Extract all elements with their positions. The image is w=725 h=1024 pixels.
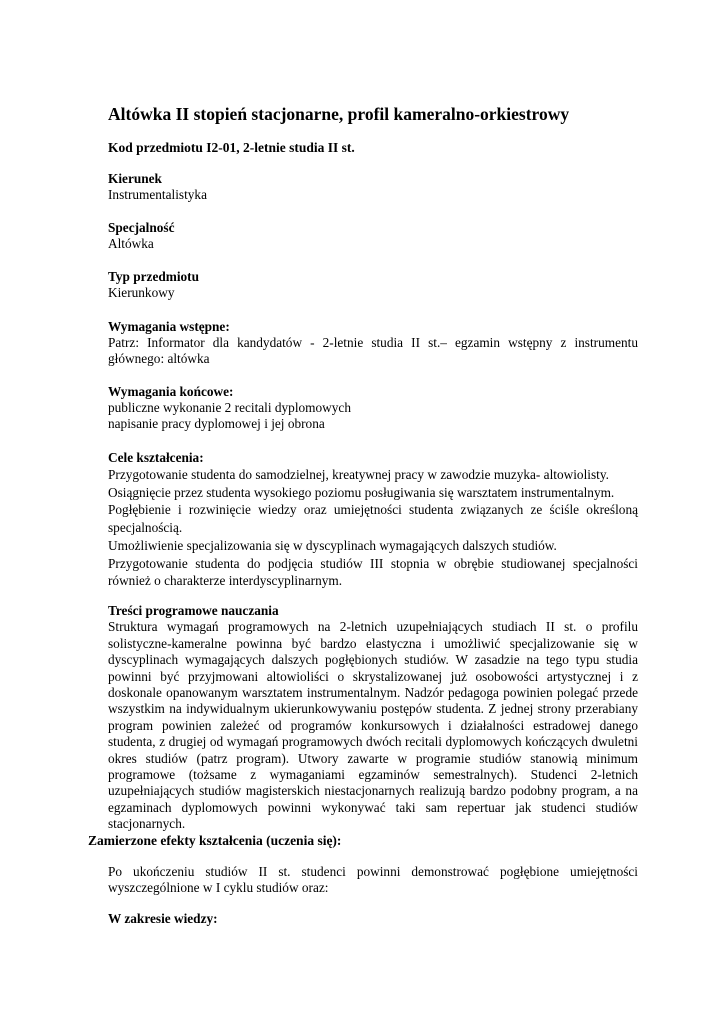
typ-value: Kierunkowy bbox=[108, 285, 175, 300]
cele-item: Przygotowanie studenta do podjęcia studiów III stopnia w obrębie studiowanej specjalności również o charakterze interdyscyplinarnym. bbox=[108, 555, 638, 589]
cele-item: Przygotowanie studenta do samodzielnej, kreatywnej pracy w zawodzie muzyka- altowiolisty. bbox=[108, 467, 609, 482]
section-kierunek bbox=[108, 171, 638, 203]
section-wymagania-koncowe bbox=[108, 384, 638, 432]
cele-item: Umożliwienie specjalizowania się w dyscyplinach wymagających dalszych studiów. bbox=[108, 537, 557, 553]
wymagania-wstepne-label: Wymagania wstępne: bbox=[108, 319, 230, 334]
section-efekty-intro bbox=[108, 864, 638, 896]
section-wiedza bbox=[108, 911, 638, 927]
specjalnosc-value: Altówka bbox=[108, 236, 154, 251]
efekty-intro: Po ukończeniu studiów II st. studenci powinni demonstrować pogłębione umiejętności wyszczególnione w I cyklu studiów oraz: bbox=[108, 864, 638, 895]
section-specjalnosc bbox=[108, 220, 638, 252]
kierunek-value: Instrumentalistyka bbox=[108, 187, 207, 202]
section-wymagania-wstepne bbox=[108, 319, 638, 367]
section-cele-ksztalcenia bbox=[108, 450, 638, 590]
section-typ-przedmiotu bbox=[108, 269, 638, 301]
kierunek-label: Kierunek bbox=[108, 171, 162, 186]
cele-item: Pogłębienie i rozwinięcie wiedzy oraz umiejętności studenta związanych ze ściśle określoną specjalnością. bbox=[108, 502, 638, 536]
typ-label: Typ przedmiotu bbox=[108, 269, 199, 284]
tresci-value: Struktura wymagań programowych na 2-letnich uzupełniających studiach II st. o profilu solistyczne-kameralne powinna być bardzo elastyczna i umożliwić specjalizowanie się w dyscyplinach wymagających dalszych pogłębionych studiów. W zasadzie na tego typu studia powinni być przyjmowani altowioliści o skrystalizowanej już osobowości artystycznej i z doskonale opanowanym warsztatem instrumentalnym. Nadzór pedagoga powinien polegać przede wszystkim na indywidualnym ukierunkowywaniu postępów studenta. Z jednej strony przerabiany program powinien zależeć od programów konkursowych i działalności estradowej danego studenta, z drugiej od wymagań programowych dwóch recitali dyplomowych kończących dwuletni okres studiów (patrz program). Utwory zawarte w programie studiów stanowią minimum programowe (tożsame z wymaganiami egzaminów semestralnych). Studenci 2-letnich uzupełniających studiów magisterskich niestacjonarnych realizują bardzo podobny program, a na egzaminach dyplomowych powinni wykonywać taki sam repertuar jak studenci studiów stacjonarnych. bbox=[108, 619, 638, 832]
cele-item: Osiągnięcie przez studenta wysokiego poziomu posługiwania się warsztatem instrumentalnym. bbox=[108, 484, 615, 500]
wymagania-koncowe-item: publiczne wykonanie 2 recitali dyplomowych bbox=[108, 400, 351, 415]
cele-label: Cele kształcenia: bbox=[108, 450, 204, 465]
wiedza-label: W zakresie wiedzy: bbox=[108, 911, 218, 926]
wymagania-koncowe-label: Wymagania końcowe: bbox=[108, 384, 234, 399]
wymagania-koncowe-item: napisanie pracy dyplomowej i jej obrona bbox=[108, 416, 325, 431]
wymagania-wstepne-value: Patrz: Informator dla kandydatów - 2-letnie studia II st.– egzamin wstępny z instrumentu głównego: altówka bbox=[108, 335, 638, 366]
efekty-heading: Zamierzone efekty kształcenia (uczenia się): bbox=[88, 833, 342, 848]
course-code: Kod przedmiotu I2-01, 2-letnie studia II st. bbox=[108, 140, 355, 155]
document-title: Altówka II stopień stacjonarne, profil kameralno-orkiestrowy bbox=[108, 104, 570, 124]
tresci-label: Treści programowe nauczania bbox=[108, 603, 279, 618]
section-tresci-programowe bbox=[108, 603, 638, 833]
specjalnosc-label: Specjalność bbox=[108, 220, 175, 235]
